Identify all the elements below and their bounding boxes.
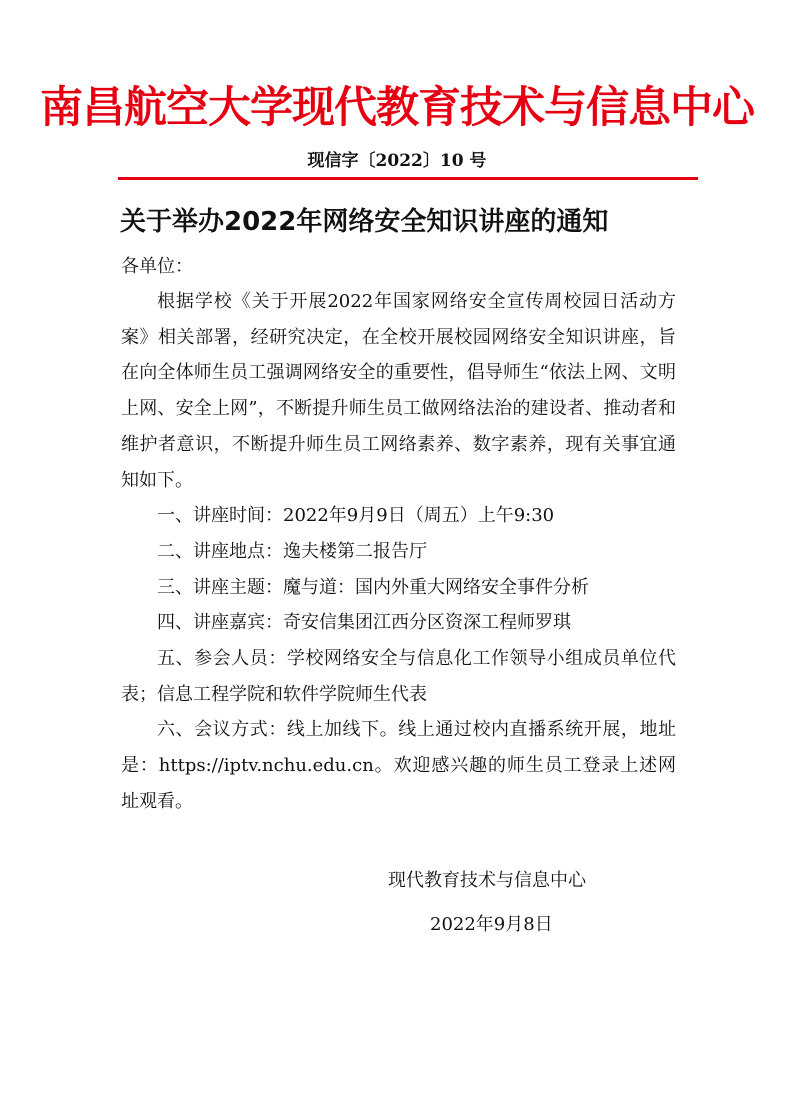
item-meeting-format: 六、会议方式：线上加线下。线上通过校内直播系统开展，地址是：https://iptv.nchu.edu.cn。欢迎感兴趣的师生员工登录上述网址观看。 xyxy=(121,719,676,812)
item-lecture-guest: 四、讲座嘉宾：奇安信集团江西分区资深工程师罗琪 xyxy=(157,612,571,634)
item-attendees: 五、参会人员：学校网络安全与信息化工作领导小组成员单位代表；信息工程学院和软件学院师生代表 xyxy=(121,648,676,705)
red-divider-line xyxy=(118,177,698,180)
item-lecture-time: 一、讲座时间：2022年9月9日（周五）上午9:30 xyxy=(157,505,555,527)
organization-name: 南昌航空大学现代教育技术与信息中心 xyxy=(40,83,754,133)
item-lecture-topic: 三、讲座主题：魔与道：国内外重大网络安全事件分析 xyxy=(157,576,589,598)
intro-paragraph: 根据学校《关于开展2022年国家网络安全宣传周校园日活动方案》相关部署，经研究决定，在全校开展校园网络安全知识讲座，旨在向全体师生员工强调网络安全的重要性，倡导师生“依法上网、文明上网、安全上网”，不断提升师生员工做网络法治的建设者、推动者和维护者意识，不断提升师生员工网络素养、数字素养，现有关事宜通知如下。 xyxy=(121,291,676,491)
item-lecture-location: 二、讲座地点：逸夫楼第二报告厅 xyxy=(157,540,427,562)
notice-body xyxy=(121,284,676,820)
issue-date: 2022年9月8日 xyxy=(430,914,553,935)
issuer-signature: 现代教育技术与信息中心 xyxy=(388,870,586,891)
document-number: 现信字〔2022〕10 号 xyxy=(307,151,487,171)
salutation: 各单位： xyxy=(121,256,193,277)
notice-title: 关于举办2022年网络安全知识讲座的通知 xyxy=(120,207,609,237)
